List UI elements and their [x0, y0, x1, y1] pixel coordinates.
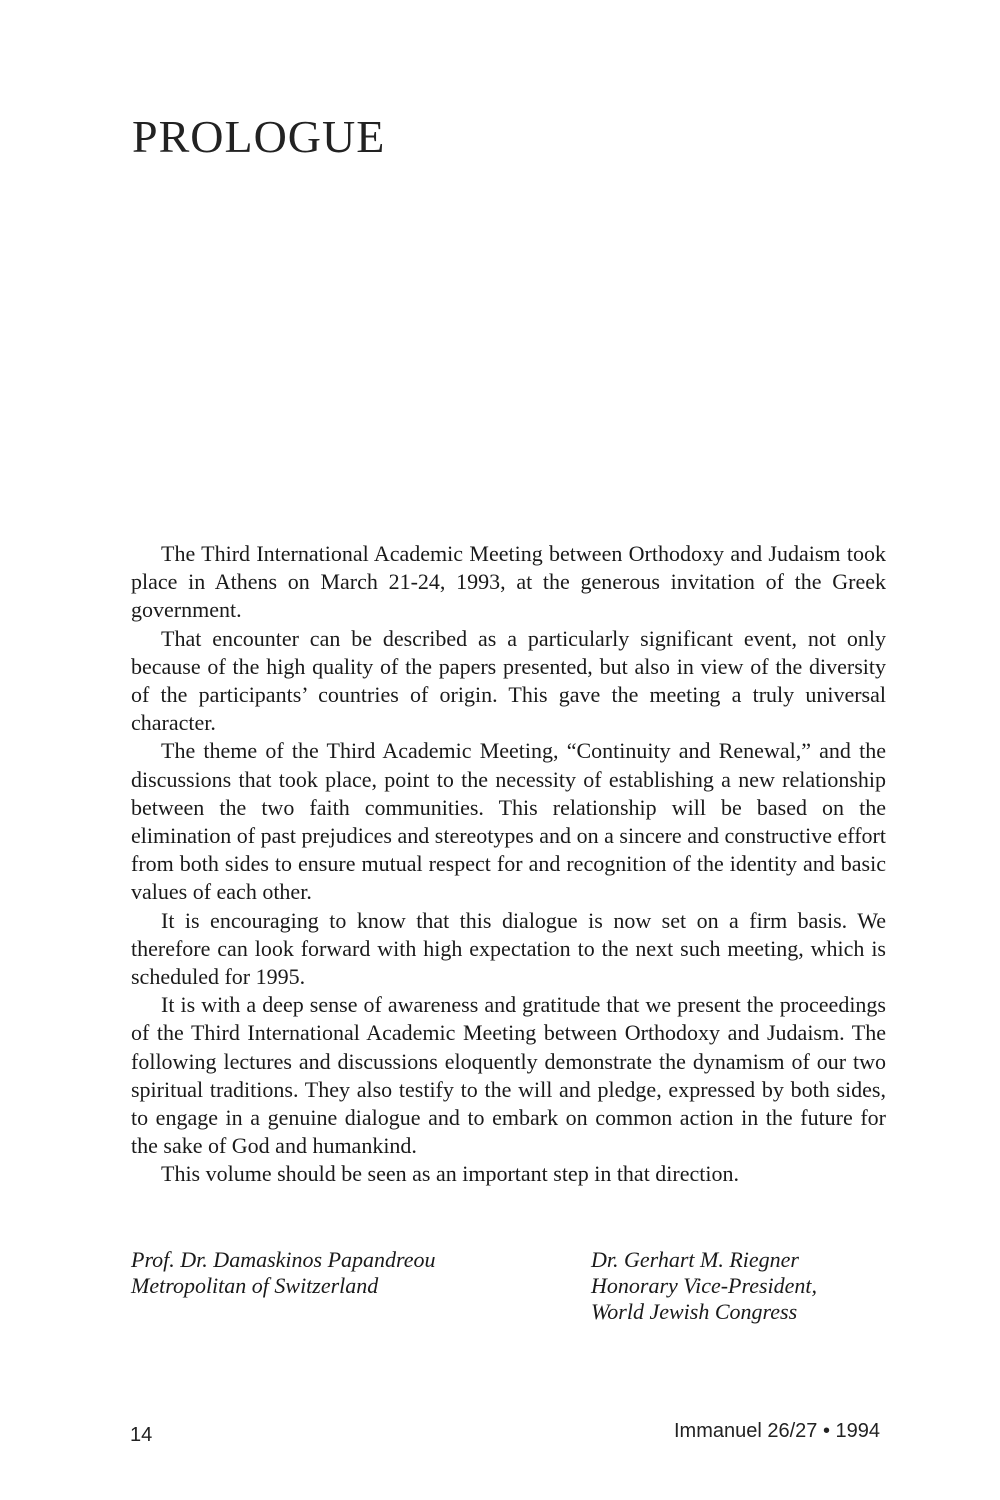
signatory-role: Metropolitan of Switzerland: [131, 1273, 379, 1298]
paragraph: The Third International Academic Meeting between Orthodoxy and Judaism took place in Athens on March 21-24, 1993, at the generous invitation of the Greek government.: [131, 541, 886, 623]
signature-right: [591, 1247, 817, 1325]
signatory-role: Honorary Vice-President,: [591, 1273, 818, 1298]
paragraph: It is with a deep sense of awareness and gratitude that we present the proceedings of the Third International Academic Meeting between Orthodoxy and Judaism. The following lectures and discussions eloquently demonstrate the dynamism of our two spiritual traditions. They also testify to the will and pledge, expressed by both sides, to engage in a genuine dialogue and to embark on common action in the future for the sake of God and humankind.: [131, 992, 886, 1159]
paragraph: The theme of the Third Academic Meeting, “Continuity and Renewal,” and the discussions that took place, point to the necessity of establishing a new relationship between the two faith communities. This relationship will be based on the elimination of past prejudices and stereotypes and on a sincere and constructive effort from both sides to ensure mutual respect for and recognition of the identity and basic values of each other.: [131, 738, 886, 905]
paragraph: This volume should be seen as an important step in that direction.: [161, 1161, 739, 1187]
page-number: 14: [130, 1424, 153, 1446]
page-title: PROLOGUE: [132, 111, 386, 162]
paragraph: It is encouraging to know that this dialogue is now set on a firm basis. We therefore can look forward with high expectation to the next such meeting, which is scheduled for 1995.: [131, 907, 886, 990]
prologue-body: [131, 540, 886, 1189]
signatory-name: Dr. Gerhart M. Riegner: [591, 1247, 799, 1272]
signatory-name: Prof. Dr. Damaskinos Papandreou: [131, 1247, 436, 1272]
paragraph: That encounter can be described as a particularly significant event, not only because of the high quality of the papers presented, but also in view of the diversity of the participants’ countries of origin. This gave the meeting a truly universal character.: [131, 625, 886, 736]
signatory-organization: World Jewish Congress: [591, 1299, 798, 1324]
signature-left: [131, 1247, 436, 1299]
running-footer: Immanuel 26/27 • 1994: [674, 1420, 881, 1442]
